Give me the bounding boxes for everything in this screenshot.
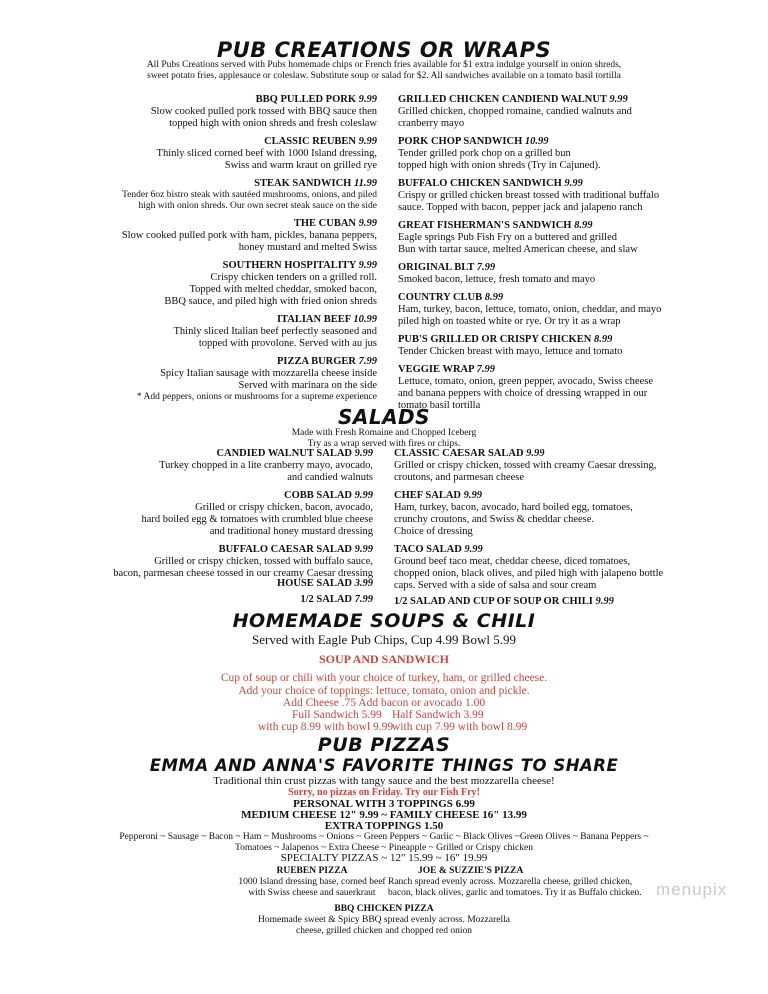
menu-item-description: sauce. Topped with bacon, pepper jack and jalapeno ranch [398, 202, 643, 213]
menu-item-description: chopped onion, black olives, and piled high with jalapeno bottle [394, 568, 664, 579]
salads-right-column [394, 448, 674, 598]
menu-item-name: COUNTRY CLUB [398, 292, 483, 303]
menu-item-description: high with onion shreds. Our own secret steak sauce on the side [138, 201, 377, 211]
full-sandwich: Full Sandwich 5.99 [292, 709, 382, 721]
menu-item-description: Swiss and warm kraut on grilled rye [224, 160, 377, 171]
menu-item-description: crunchy croutons, and Swiss & cheddar cheese. [394, 514, 595, 525]
menu-item-header [82, 178, 377, 190]
no-pizza-friday: Sorry, no pizzas on Friday. Try our Fish Fry! [288, 787, 480, 798]
extra-toppings-title: EXTRA TOPPINGS 1.50 [324, 820, 444, 832]
menu-item-price: 9.99 [354, 544, 373, 555]
menu-item [394, 544, 674, 592]
menu-item-description: BBQ sauce, and piled high with fried onion shreds [164, 296, 377, 307]
menu-item-name: VEGGIE WRAP [398, 364, 474, 375]
menu-item-description: Thinly sliced corned beef with 1000 Island dressing, [156, 148, 377, 159]
pub-creations-intro: All Pubs Creations served with Pubs homemade chips or French fries available for $1 extra indulge yourself in onion shreds, sweet potato fries, applesauce or coleslaw. Substitute soup or salad for $2. All sandwiches available on a tomato basil tortilla [146, 60, 622, 81]
menu-item-description: Eagle springs Pub Fish Fry on a buttered and grilled [398, 232, 618, 243]
menu-item-header [394, 490, 674, 502]
half-sandwich-prices: with cup 7.99 with bowl 8.99 [392, 721, 528, 733]
menu-item-name: CANDIED WALNUT SALAD [216, 448, 352, 459]
pizzas-description: Traditional thin crust pizzas with tangy sauce and the best mozzarella cheese! [213, 775, 555, 787]
menu-item-description: Slow cooked pulled pork with ham, pickles, banana peppers, [121, 230, 377, 241]
half-sandwich: Half Sandwich 3.99 [392, 709, 484, 721]
menu-item-description: Slow cooked pulled pork tossed with BBQ sauce then [150, 106, 377, 117]
menu-item-description: cranberry mayo [398, 118, 465, 129]
menu-item [82, 218, 377, 254]
menu-item-name: COBB SALAD [284, 490, 352, 501]
salads-left-column [78, 448, 373, 586]
menu-item [398, 136, 678, 172]
menu-item-description: bacon, parmesan cheese tossed in our creamy Caesar dressing [113, 568, 373, 579]
menu-item-description: piled high on toasted white or rye. Or try it as a wrap [398, 316, 621, 327]
menu-item-description: topped with provolone. Served with au jus [198, 338, 377, 349]
menu-item-header [82, 260, 377, 272]
menu-item-name: GRILLED CHICKEN CANDIEND WALNUT [398, 94, 607, 105]
menu-item [398, 262, 678, 286]
menu-item-description: croutons, and parmesan cheese [394, 472, 525, 483]
menu-item-price: 9.99 [354, 448, 373, 459]
menu-item-description: Grilled or crispy chicken, tossed with buffalo sauce, [154, 556, 373, 567]
menu-item-description: topped high with onion shreds (Try in Cajuned). [398, 160, 601, 171]
menu-item-header [398, 262, 678, 274]
menu-item-price: 8.99 [574, 220, 593, 231]
menu-item-name: PIZZA BURGER [276, 356, 356, 367]
menu-item-description: Ham, turkey, bacon, lettuce, tomato, onion, cheddar, and mayo [398, 304, 662, 315]
menu-item [78, 448, 373, 484]
menu-item-description: Bun with tartar sauce, melted American cheese, and slaw [398, 244, 638, 255]
menu-item [398, 94, 678, 130]
menu-item-header [78, 490, 373, 502]
menu-item-price: 11.99 [353, 178, 377, 189]
menu-item-price: 9.99 [463, 490, 482, 501]
menu-item-description: * Add peppers, onions or mushrooms for a supreme experience [136, 392, 377, 402]
menu-item-description: and traditional honey mustard dressing [209, 526, 373, 537]
menu-item-description: and candied walnuts [287, 472, 373, 483]
menu-item [398, 334, 678, 358]
menu-item [398, 292, 678, 328]
menu-item-name: CHEF SALAD [394, 490, 461, 501]
menu-item-price: 7.99 [476, 364, 495, 375]
menu-item [398, 178, 678, 214]
menu-item [78, 490, 373, 538]
menu-item-header [82, 314, 377, 326]
menu-item-name: BBQ PULLED PORK [255, 94, 356, 105]
menu-item-header [398, 364, 678, 376]
menu-item-name: BUFFALO CHICKEN SANDWICH [398, 178, 562, 189]
menu-item-price: 10.99 [524, 136, 549, 147]
menu-item [398, 220, 678, 256]
menu-item-description: Thinly sliced Italian beef perfectly seasoned and [173, 326, 377, 337]
menu-item [394, 490, 674, 538]
menu-item-price: 8.99 [484, 292, 504, 303]
menu-item-description: and banana peppers with choice of dressing wrapped in our [398, 388, 648, 399]
menu-item-price: 10.99 [353, 314, 377, 325]
menu-item-price: 9.99 [358, 218, 377, 229]
menu-item-description: Crispy chicken tenders on a grilled roll. [210, 272, 377, 283]
joe-suzzie-pizza: JOE & SUZZIE'S PIZZA Ranch spread evenly across. Mozzarella cheese, grilled chicken, bacon, black olives, garlic and tomatoes. Try it as Buffalo chicken. [388, 866, 642, 898]
full-sandwich-prices: with cup 8.99 with bowl 9.99 [258, 721, 394, 733]
pub-creations-left-column [82, 94, 377, 409]
menu-item-description: Lettuce, tomato, onion, green pepper, avocado, Swiss cheese [398, 376, 653, 387]
menu-item-price: 9.99 [609, 94, 628, 105]
menu-item [82, 178, 377, 212]
menu-item-description: Ground beef taco meat, cheddar cheese, diced tomatoes, [394, 556, 631, 567]
menu-item-name: SOUTHERN HOSPITALITY [222, 260, 356, 271]
watermark: menupix [656, 880, 728, 899]
menu-item-description: Smoked bacon, lettuce, fresh tomato and mayo [398, 274, 596, 285]
soup-sandwich-title: SOUP AND SANDWICH [318, 652, 450, 666]
menu-item-price: 7.99 [476, 262, 496, 273]
menu-item-header [398, 178, 678, 190]
menu-item-header [398, 136, 678, 148]
menu-item-description: Spicy Italian sausage with mozzarella cheese inside [160, 368, 377, 379]
pizzas-subtitle: EMMA AND ANNA'S FAVORITE THINGS TO SHARE [149, 756, 619, 775]
menu-item-description: tomato basil tortilla [398, 400, 481, 411]
menu-item-price: 7.99 [358, 356, 377, 367]
menu-item-name: TACO SALAD [394, 544, 462, 555]
pub-creations-right-column [398, 94, 678, 418]
pub-creations-title: PUB CREATIONS OR WRAPS [216, 38, 552, 62]
menu-item-name: STEAK SANDWICH [254, 178, 352, 189]
menu-item-price: 8.99 [593, 334, 613, 345]
menu-item-price: 9.99 [358, 260, 377, 271]
menu-item-name: GREAT FISHERMAN'S SANDWICH [398, 220, 572, 231]
menu-item-description: Served with marinara on the side [238, 380, 377, 391]
house-salad: HOUSE SALAD 3.99 [277, 578, 373, 589]
half-salad: 1/2 SALAD 7.99 [300, 594, 373, 605]
menu-item-header [82, 136, 377, 148]
menu-item-description: topped high with onion shreds and fresh coleslaw [169, 118, 377, 129]
menu-item-header [82, 356, 377, 368]
menu-item-header [78, 544, 373, 556]
menu-item-description: Ham, turkey, bacon, avocado, hard boiled egg, tomatoes, [394, 502, 633, 513]
pizzas-title: PUB PIZZAS [317, 734, 451, 756]
menu-item-name: BUFFALO CAESAR SALAD [218, 544, 352, 555]
half-salad-soup: 1/2 SALAD AND CUP OF SOUP OR CHILI 9.99 [394, 596, 614, 607]
menu-item-header [82, 218, 377, 230]
menu-item-name: CLASSIC CAESAR SALAD [394, 448, 524, 459]
salads-title: SALADS [337, 405, 431, 429]
menu-item-price: 9.99 [358, 94, 377, 105]
menu-item [82, 94, 377, 130]
menu-item-name: CLASSIC REUBEN [264, 136, 356, 147]
menu-item-price: 9.99 [358, 136, 377, 147]
menu-item [394, 448, 674, 484]
menu-item-price: 9.99 [464, 544, 483, 555]
menu-item-description: Turkey chopped in a lite cranberry mayo, avocado, [159, 460, 373, 471]
menu-item-header [398, 292, 678, 304]
personal-pizza: PERSONAL WITH 3 TOPPINGS 6.99 [293, 798, 475, 810]
specialty-pizzas: SPECIALTY PIZZAS ~ 12" 15.99 ~ 16" 19.99 [280, 852, 488, 864]
menu-item-name: PORK CHOP SANDWICH [398, 136, 523, 147]
menu-item-name: ITALIAN BEEF [276, 314, 351, 325]
soups-served: Served with Eagle Pub Chips, Cup 4.99 Bowl 5.99 [252, 632, 516, 647]
menu-item-name: ORIGINAL BLT [398, 262, 475, 273]
menu-item-description: Grilled or crispy chicken, bacon, avocado, [195, 502, 373, 513]
soups-title: HOMEMADE SOUPS & CHILI [232, 610, 536, 632]
menu-item-name: THE CUBAN [293, 218, 356, 229]
menu-item-header [398, 334, 678, 346]
menu-item-description: Grilled chicken, chopped romaine, candied walnuts and [398, 106, 632, 117]
menu-item [82, 260, 377, 308]
menu-item-description: Crispy or grilled chicken breast tossed with traditional buffalo [398, 190, 660, 201]
soup-sandwich-details: Cup of soup or chili with your choice of turkey, ham, or grilled cheese. Add your choice of toppings: lettuce, tomato, onion and pickle. Add Cheese .75 Add bacon or avocado 1.00 [220, 672, 548, 709]
menu-item-header [398, 220, 678, 232]
menu-item-description: Topped with melted cheddar, smoked bacon, [189, 284, 377, 295]
menu-item-price: 9.99 [564, 178, 583, 189]
menu-item-description: hard boiled egg & tomatoes with crumbled blue cheese [141, 514, 373, 525]
menu-item-description: Tender grilled pork chop on a grilled bun [398, 148, 571, 159]
menu-item [78, 544, 373, 580]
menu-item-name: PUB'S GRILLED OR CRISPY CHICKEN [398, 334, 592, 345]
menu-item [82, 314, 377, 350]
bbq-chicken-pizza: BBQ CHICKEN PIZZA Homemade sweet & Spicy BBQ spread evenly across. Mozzarella cheese, grilled chicken and chopped red onion [258, 904, 510, 936]
rueben-pizza: RUEBEN PIZZA 1000 Island dressing base, corned beef with Swiss cheese and sauerkraut [238, 866, 386, 898]
menu-item-header [398, 94, 678, 106]
menu-item-header [82, 94, 377, 106]
medium-family-pizza: MEDIUM CHEESE 12" 9.99 ~ FAMILY CHEESE 16" 13.99 [241, 809, 527, 821]
salads-intro: Made with Fresh Romaine and Chopped Iceberg Try as a wrap served with fires or chips. [291, 428, 477, 449]
menu-item-price: 9.99 [354, 490, 373, 501]
menu-item-description: honey mustard and melted Swiss [238, 242, 377, 253]
menu-item-header [394, 448, 674, 460]
toppings-list: Pepperoni ~ Sausage ~ Bacon ~ Ham ~ Mushrooms ~ Onions ~ Green Peppers ~ Garlic ~ Black Olives ~Green Olives ~ Banana Peppers ~ Tomatoes ~ Jalapenos ~ Extra Cheese ~ Pineapple ~ Grilled or Crispy chicken [119, 832, 649, 853]
menu-item-header [394, 544, 674, 556]
menu-item-description: Grilled or crispy chicken, tossed with creamy Caesar dressing, [394, 460, 657, 471]
menu-item-description: Choice of dressing [394, 526, 473, 537]
menu-item-description: caps. Served with a side of salsa and sour cream [394, 580, 597, 591]
menu-item-header [78, 448, 373, 460]
menu-item [82, 356, 377, 403]
menu-item-description: Tender 6oz bistro steak with sautéed mushrooms, onions, and piled [122, 190, 377, 200]
menu-item [82, 136, 377, 172]
menu-item-price: 9.99 [526, 448, 545, 459]
menu-item-description: Tender Chicken breast with mayo, lettuce and tomato [398, 346, 623, 357]
